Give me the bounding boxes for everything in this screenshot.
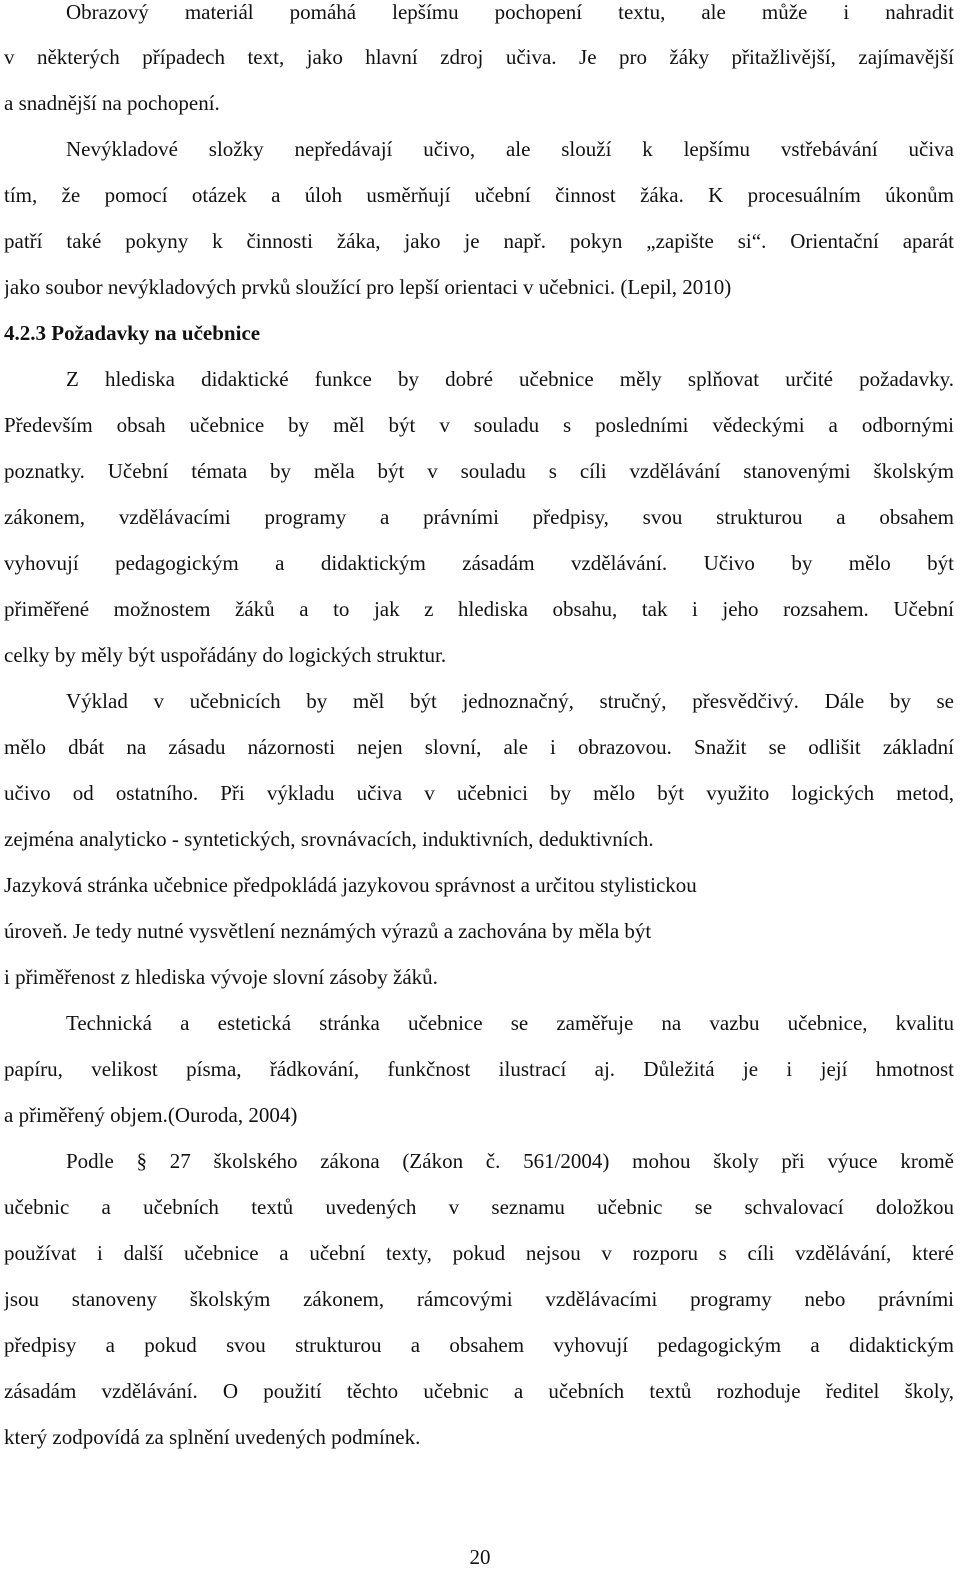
text-line: a přiměřený objem.(Ouroda, 2004) [4, 1103, 298, 1127]
text-line: Především obsah učebnice by měl být v souladu s posledními vědeckými a odbornými [4, 413, 954, 437]
text-line: mělo dbát na zásadu názornosti nejen slovní, ale i obrazovou. Snažit se odlišit základní [4, 735, 954, 759]
text-line: vyhovují pedagogickým a didaktickým zásadám vzdělávání. Učivo by mělo být [4, 551, 954, 575]
text-line: učebnic a učebních textů uvedených v seznamu učebnic se schvalovací doložkou [4, 1195, 954, 1219]
text-line: přiměřené možnostem žáků a to jak z hlediska obsahu, tak i jeho rozsahem. Učební [4, 597, 954, 621]
text-line: používat i další učebnice a učební texty, pokud nejsou v rozporu s cíli vzdělávání, které [4, 1241, 954, 1265]
section-heading: 4.2.3 Požadavky na učebnice [4, 321, 261, 345]
text-line: Technická a estetická stránka učebnice se zaměřuje na vazbu učebnice, kvalitu [66, 1011, 954, 1035]
text-line: Z hlediska didaktické funkce by dobré učebnice měly splňovat určité požadavky. [66, 367, 954, 391]
text-line: patří také pokyny k činnosti žáka, jako je např. pokyn „zapište si“. Orientační aparát [4, 229, 954, 253]
text-line: Podle § 27 školského zákona (Zákon č. 561/2004) mohou školy při výuce kromě [66, 1149, 954, 1173]
text-line: papíru, velikost písma, řádkování, funkčnost ilustrací aj. Důležitá je i její hmotnost [4, 1057, 954, 1081]
text-line: jsou stanoveny školským zákonem, rámcovými vzdělávacími programy nebo právními [4, 1287, 954, 1311]
text-line: i přiměřenost z hlediska vývoje slovní zásoby žáků. [4, 965, 438, 989]
text-line: který zodpovídá za splnění uvedených podmínek. [4, 1425, 421, 1449]
text-line: tím, že pomocí otázek a úloh usměrňují učební činnost žáka. K procesuálním úkonům [4, 183, 954, 207]
text-line: zásadám vzdělávání. O použití těchto učebnic a učebních textů rozhoduje ředitel školy, [4, 1379, 954, 1403]
page-number: 20 [469, 1545, 491, 1569]
text-line: předpisy a pokud svou strukturou a obsahem vyhovují pedagogickým a didaktickým [4, 1333, 954, 1357]
text-line: poznatky. Učební témata by měla být v souladu s cíli vzdělávání stanovenými školským [4, 459, 954, 483]
text-line: Výklad v učebnicích by měl být jednoznačný, stručný, přesvědčivý. Dále by se [66, 689, 954, 713]
text-line: zejména analyticko - syntetických, srovnávacích, induktivních, deduktivních. [4, 827, 654, 851]
text-line: Nevýkladové složky nepředávají učivo, ale slouží k lepšímu vstřebávání učiva [66, 137, 954, 161]
text-line: učivo od ostatního. Při výkladu učiva v učebnici by mělo být využito logických metod, [4, 781, 954, 805]
text-line: a snadnější na pochopení. [4, 91, 220, 115]
text-line: Obrazový materiál pomáhá lepšímu pochopení textu, ale může i nahradit [66, 0, 954, 24]
text-line: zákonem, vzdělávacími programy a právními předpisy, svou strukturou a obsahem [4, 505, 954, 529]
text-line: úroveň. Je tedy nutné vysvětlení neznámých výrazů a zachována by měla být [4, 919, 652, 943]
text-line: celky by měly být uspořádány do logických struktur. [4, 643, 447, 667]
text-line: v některých případech text, jako hlavní zdroj učiva. Je pro žáky přitažlivější, zajímavější [4, 45, 954, 69]
text-line: Jazyková stránka učebnice předpokládá jazykovou správnost a určitou stylistickou [4, 873, 697, 897]
text-line: jako soubor nevýkladových prvků sloužící pro lepší orientaci v učebnici. (Lepil, 2010) [4, 275, 732, 299]
